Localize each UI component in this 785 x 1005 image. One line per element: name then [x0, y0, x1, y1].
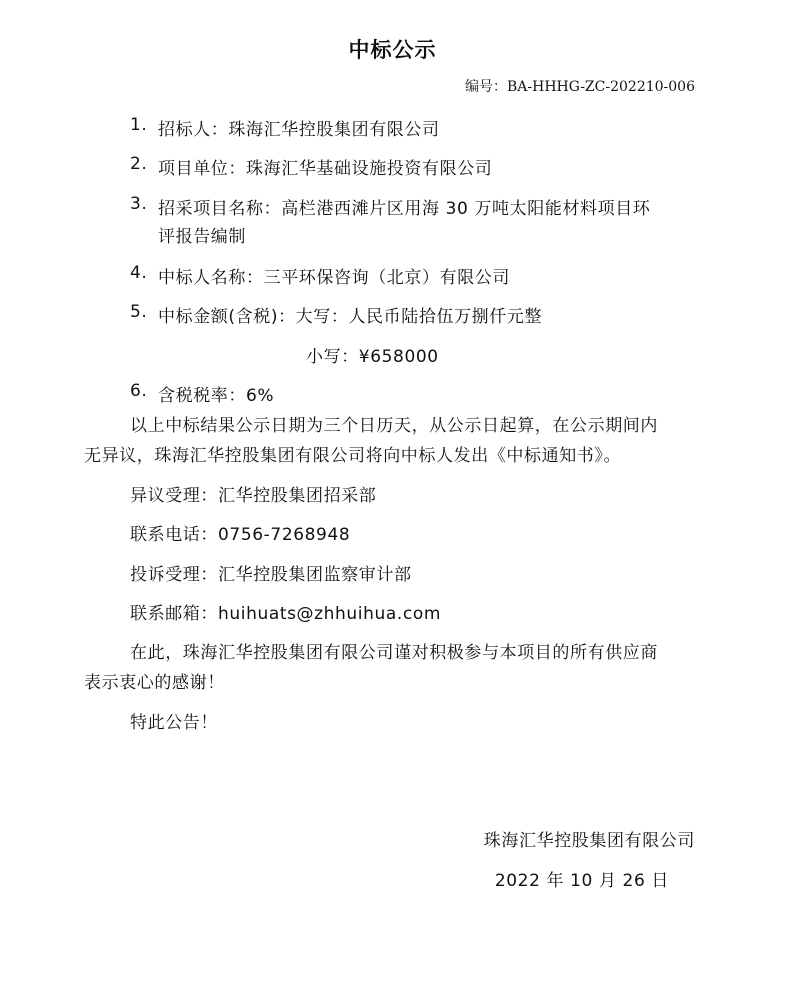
list-item-3-continuation: 评报告编制 — [158, 227, 246, 247]
list-number: 6. — [130, 381, 148, 401]
paragraph-line: 表示衷心的感谢！ — [84, 673, 225, 693]
list-number: 3. — [130, 194, 148, 214]
complaint-contact: 投诉受理：汇华控股集团监察审计部 — [130, 565, 412, 585]
list-item-text: 招标人：珠海汇华控股集团有限公司 — [158, 120, 440, 140]
list-number: 2. — [130, 154, 148, 174]
list-item-2 — [130, 154, 492, 179]
document-number: 编号：BA-HHHG-ZC-202210-006 — [465, 79, 695, 95]
list-item-text: 项目单位：珠海汇华基础设施投资有限公司 — [158, 159, 493, 179]
signature-date: 2022 年 10 月 26 日 — [494, 871, 669, 891]
list-item-6 — [130, 381, 274, 406]
paragraph-line: 在此，珠海汇华控股集团有限公司谨对积极参与本项目的所有供应商 — [130, 643, 658, 663]
list-item-text: 中标人名称：三平环保咨询（北京）有限公司 — [158, 268, 510, 288]
signature-company: 珠海汇华控股集团有限公司 — [483, 831, 695, 851]
closing-text: 特此公告！ — [130, 713, 218, 733]
contact-phone: 联系电话：0756-7268948 — [130, 525, 351, 545]
page-title: 中标公示 — [348, 38, 437, 62]
list-number: 5. — [130, 302, 148, 322]
list-item-4 — [130, 263, 510, 288]
paragraph-line: 以上中标结果公示日期为三个日历天，从公示日起算，在公示期间内 — [130, 416, 658, 436]
list-number: 1. — [130, 115, 148, 135]
contact-email: 联系邮箱：huihuats@zhhuihua.com — [130, 604, 442, 624]
paragraph-line: 无异议，珠海汇华控股集团有限公司将向中标人发出《中标通知书》。 — [84, 446, 622, 466]
list-item-3 — [130, 194, 650, 219]
list-item-text: 招采项目名称：高栏港西滩片区用海 30 万吨太阳能材料项目环 — [158, 199, 651, 219]
list-item-1 — [130, 115, 440, 140]
list-item-text: 含税税率：6% — [158, 386, 275, 406]
list-item-text: 中标金额(含税)：大写：人民币陆拾伍万捌仟元整 — [158, 307, 543, 327]
list-number: 4. — [130, 263, 148, 283]
list-item-5 — [130, 302, 542, 327]
objection-contact: 异议受理：汇华控股集团招采部 — [130, 486, 377, 506]
amount-lowercase: 小写：¥658000 — [306, 347, 439, 367]
